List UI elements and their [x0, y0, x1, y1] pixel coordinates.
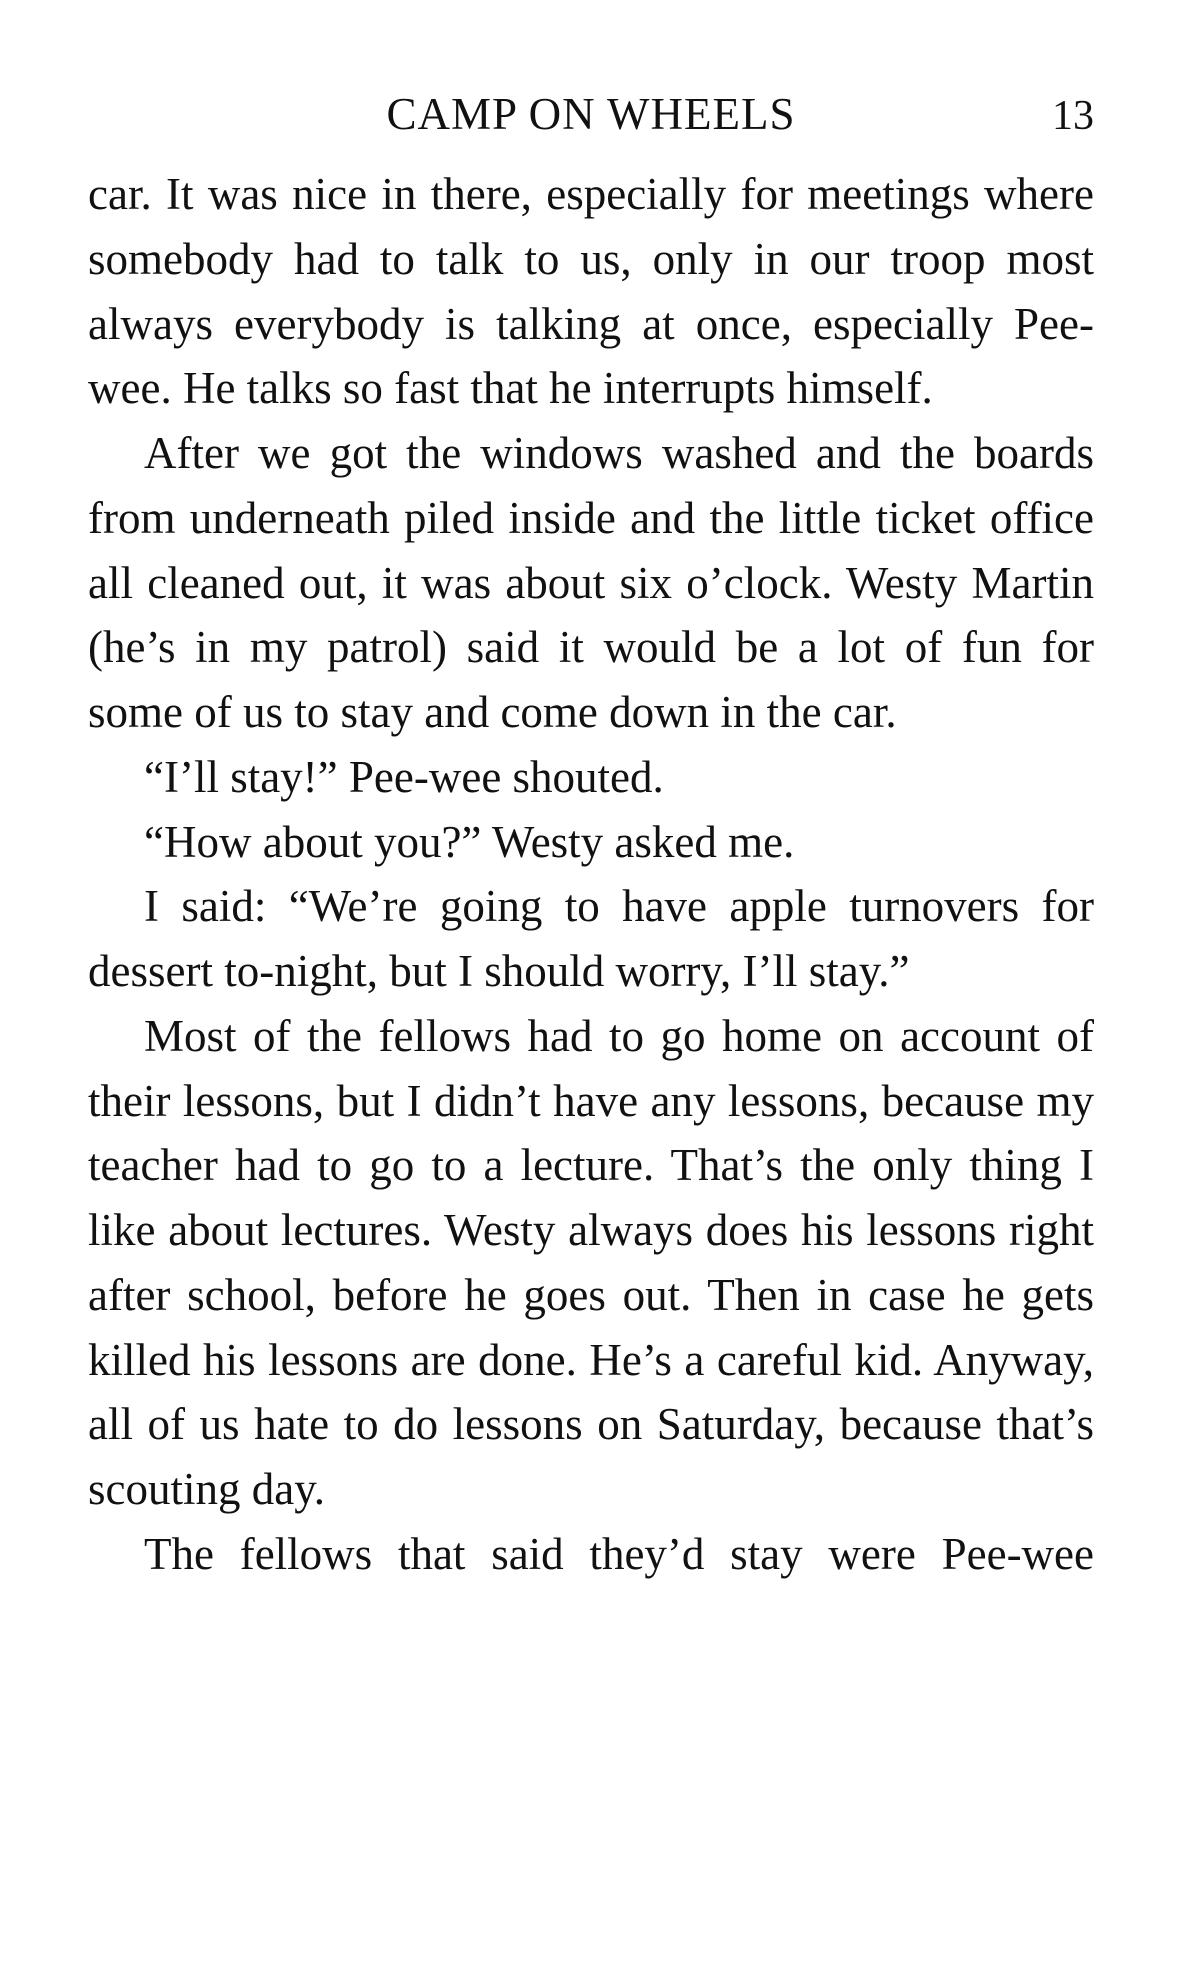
- paragraph-6: Most of the fellows had to go home on account of their lessons, but I didn’t have any lessons, because my teacher had to go to a lecture. That’s the only thing I like about lectures. Westy always does his lessons right after school, before he goes out. Then in case he gets killed his lessons are done. He’s a careful kid. Anyway, all of us hate to do lessons on Saturday, because that’s scouting day.: [88, 1010, 1094, 1514]
- paragraph-4: “How about you?” Westy asked me.: [144, 816, 795, 867]
- paragraph-3: “I’ll stay!” Pee-wee shouted.: [144, 751, 664, 802]
- body-text: [88, 162, 1094, 1587]
- paragraph-7: The fellows that said they’d stay were Pee-wee: [144, 1528, 1094, 1579]
- page-number: 13: [1052, 93, 1094, 139]
- running-head: [88, 86, 1094, 142]
- running-title: CAMP ON WHEELS: [386, 89, 796, 139]
- paragraph-5: I said: “We’re going to have apple turnovers for dessert to-night, but I should worry, I’ll stay.”: [88, 881, 1094, 996]
- paragraph-2: After we got the windows washed and the boards from underneath piled inside and the little ticket office all cleaned out, it was about six o’clock. Westy Martin (he’s in my patrol) said it would be a lot of fun for some of us to stay and come down in the car.: [88, 428, 1094, 737]
- paragraph-1: car. It was nice in there, especially for meetings where somebody had to talk to us, only in our troop most always everybody is talking at once, especially Pee-wee. He talks so fast that he interrupts himself.: [88, 169, 1094, 414]
